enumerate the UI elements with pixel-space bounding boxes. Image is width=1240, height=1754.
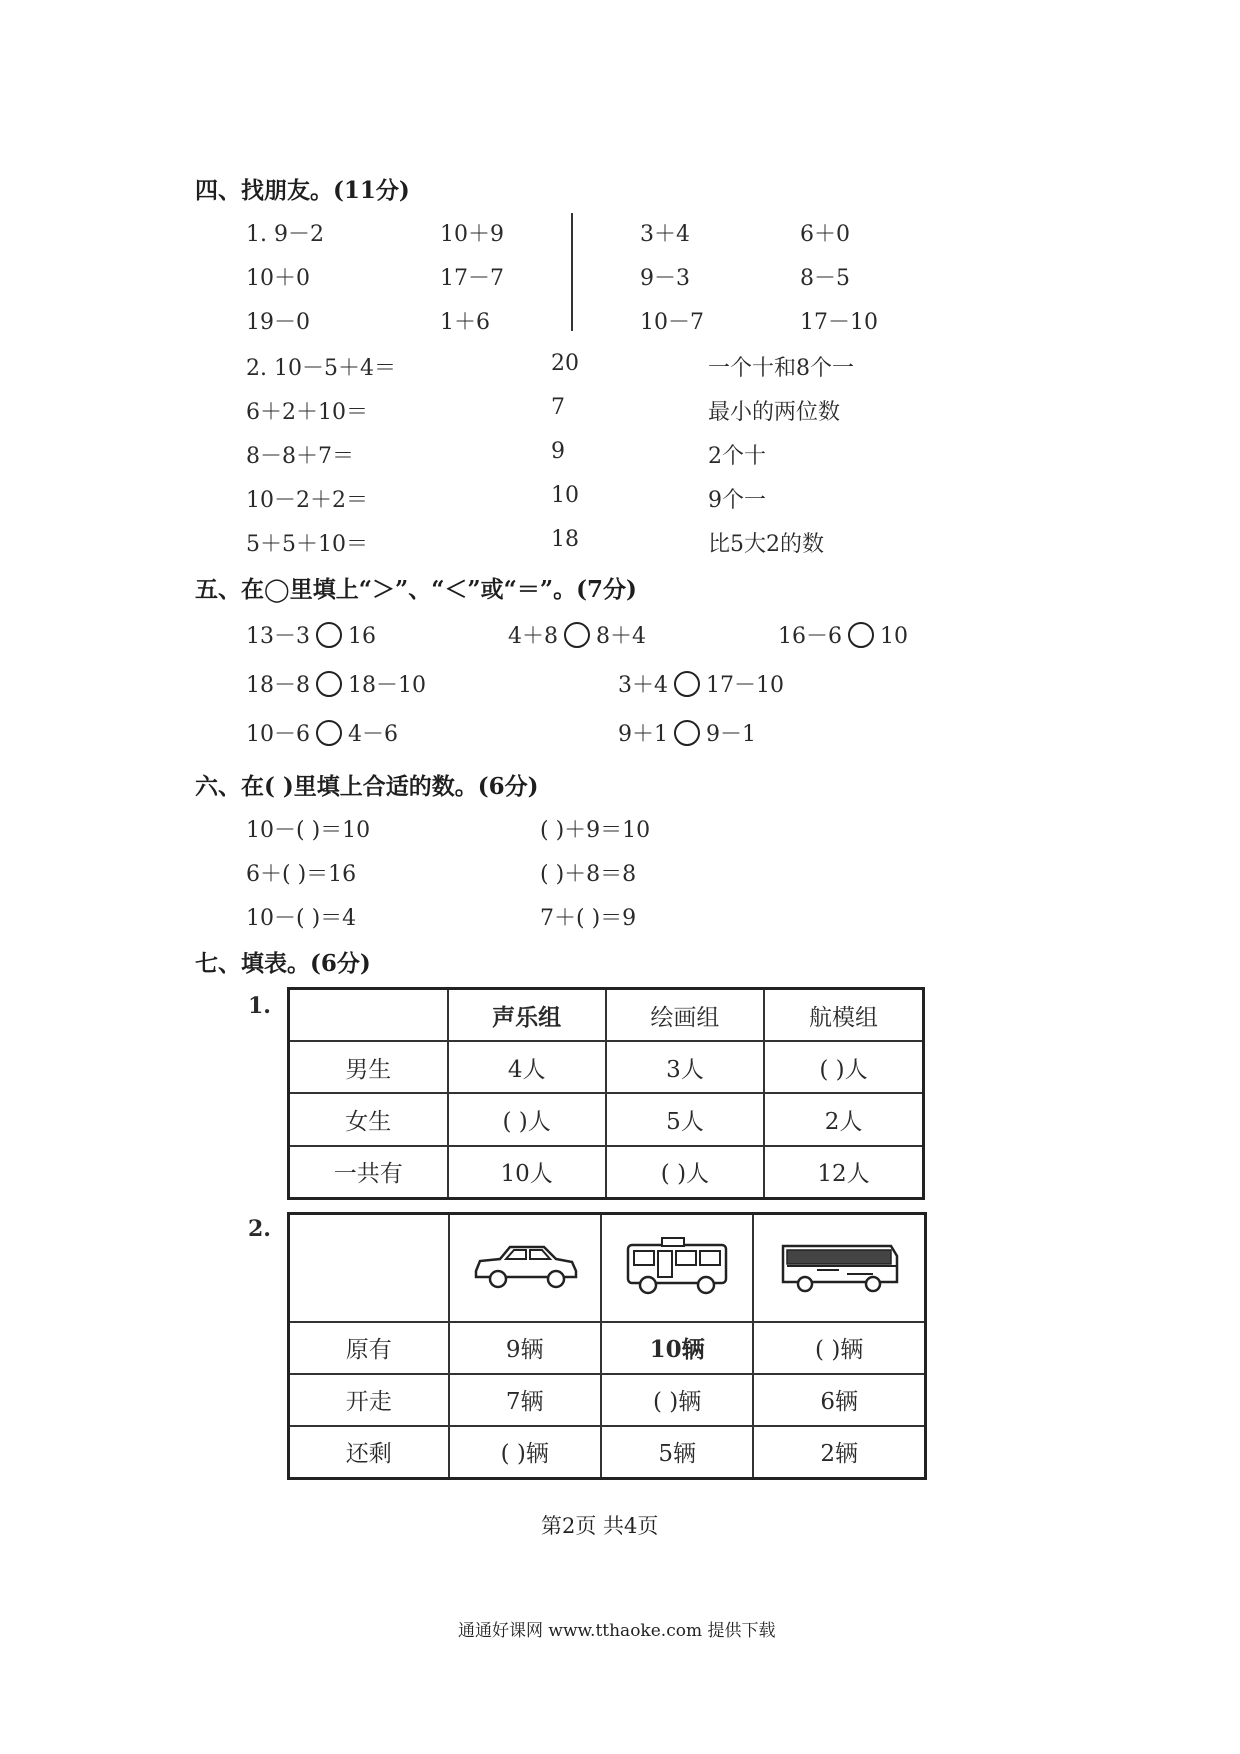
expr-3: 8－8＋7＝ [246,444,354,469]
expr-4: 10－2＋2＝ [246,488,368,513]
table-cell: 3人 [606,1041,764,1093]
compare-right: 18－10 [348,673,426,698]
pair-left-4: 17－7 [440,266,504,291]
table-cell[interactable]: ( )人 [764,1041,923,1093]
section-4-title: 四、找朋友。(11分) [195,177,410,204]
compare-right: 10 [880,624,908,649]
compare-right: 17－10 [706,673,784,698]
table-header: 声乐组 [448,989,606,1042]
compare-2 [508,619,646,650]
pair-right-6: 17－10 [800,310,878,335]
pair-left-1: 1. 9－2 [246,222,324,247]
compare-1 [246,619,376,650]
bus-icon [777,1234,901,1296]
table-row [289,1093,924,1145]
pair-right-4: 8－5 [800,266,850,291]
row-label: 男生 [289,1041,448,1093]
pair-left-2: 10＋9 [440,222,504,247]
compare-circle[interactable] [674,671,700,697]
section-6-title: 六、在( )里填上合适的数。(6分) [195,773,539,800]
pair-right-2: 6＋0 [800,222,850,247]
pair-left-6: 1＋6 [440,310,490,335]
table-row [289,1146,924,1199]
compare-right: 16 [348,624,376,649]
table-cell: 4人 [448,1041,606,1093]
compare-3 [778,619,908,650]
table-row [289,1374,926,1426]
table-row [289,989,924,1042]
num-2: 7 [551,395,565,420]
fill-6[interactable]: 7＋( )＝9 [540,906,637,931]
compare-left: 4＋8 [508,624,558,649]
table-cell: 10人 [448,1146,606,1199]
table-cell: 2辆 [753,1426,925,1479]
compare-circle[interactable] [316,622,342,648]
row-label: 女生 [289,1093,448,1145]
fill-3[interactable]: 6＋( )＝16 [246,862,357,887]
pair-right-3: 9－3 [640,266,690,291]
fill-4[interactable]: ( )＋8＝8 [540,862,637,887]
row-label: 一共有 [289,1146,448,1199]
num-4: 10 [551,483,579,508]
table-cell[interactable]: ( )辆 [753,1322,925,1374]
pair-left-3: 10＋0 [246,266,310,291]
van-icon [622,1233,732,1297]
table-1-label: 1. [248,993,271,1019]
table-cell[interactable]: ( )辆 [601,1374,753,1426]
table-cell[interactable]: ( )人 [448,1093,606,1145]
pair-right-1: 3＋4 [640,222,690,247]
table-row [289,1322,926,1374]
compare-left: 16－6 [778,624,842,649]
site-credit: 通通好课网 www.tthaoke.com 提供下载 [458,1621,776,1641]
compare-left: 13－3 [246,624,310,649]
compare-right: 9－1 [706,722,756,747]
compare-left: 10－6 [246,722,310,747]
compare-circle[interactable] [316,720,342,746]
compare-4 [246,668,426,699]
desc-1: 一个十和8个一 [708,356,854,381]
vehicle-cell [753,1214,925,1322]
row-label: 还剩 [289,1426,449,1479]
compare-circle[interactable] [564,622,590,648]
table-cell: 9辆 [449,1322,601,1374]
compare-7 [618,717,756,748]
num-3: 9 [551,439,565,464]
expr-5: 5＋5＋10＝ [246,532,368,557]
divider-line [571,213,573,331]
table-header: 绘画组 [606,989,764,1042]
table-cell: 12人 [764,1146,923,1199]
vehicle-cell [601,1214,753,1322]
table-row [289,1214,926,1322]
desc-2: 最小的两位数 [708,400,841,425]
table-cell: 2人 [764,1093,923,1145]
fill-1[interactable]: 10－( )＝10 [246,818,371,843]
compare-6 [246,717,398,748]
table-header: 航模组 [764,989,923,1042]
table-cell[interactable]: ( )辆 [449,1426,601,1479]
table-row [289,1041,924,1093]
section-5-title: 五、在◯里填上“＞”、“＜”或“＝”。(7分) [195,576,637,603]
compare-5 [618,668,784,699]
section-7-title: 七、填表。(6分) [195,950,371,977]
row-label: 原有 [289,1322,449,1374]
pair-right-5: 10－7 [640,310,704,335]
compare-right: 8＋4 [596,624,646,649]
table-cell[interactable]: ( )人 [606,1146,764,1199]
row-label: 开走 [289,1374,449,1426]
table-cell: 5辆 [601,1426,753,1479]
table-cell: 6辆 [753,1374,925,1426]
compare-left: 18－8 [246,673,310,698]
group-table [287,987,925,1200]
car-icon [470,1237,580,1293]
page-number: 第2页 共4页 [541,1514,659,1538]
vehicle-cell [449,1214,601,1322]
compare-left: 9＋1 [618,722,668,747]
compare-circle[interactable] [848,622,874,648]
compare-left: 3＋4 [618,673,668,698]
compare-circle[interactable] [316,671,342,697]
num-5: 18 [551,527,579,552]
table-row [289,1426,926,1479]
expr-2: 6＋2＋10＝ [246,400,368,425]
compare-right: 4－6 [348,722,398,747]
table-2-label: 2. [248,1216,271,1242]
fill-5[interactable]: 10－( )＝4 [246,906,357,931]
expr-1: 2. 10－5＋4＝ [246,356,396,381]
vehicle-table [287,1212,927,1480]
table-cell [289,1214,449,1322]
pair-left-5: 19－0 [246,310,310,335]
table-cell: 7辆 [449,1374,601,1426]
desc-5: 比5大2的数 [708,532,824,557]
desc-3: 2个十 [708,444,766,469]
num-1: 20 [551,351,579,376]
table-cell: 5人 [606,1093,764,1145]
table-cell: 10辆 [601,1322,753,1374]
fill-2[interactable]: ( )＋9＝10 [540,818,651,843]
table-cell [289,989,448,1042]
desc-4: 9个一 [708,488,766,513]
compare-circle[interactable] [674,720,700,746]
